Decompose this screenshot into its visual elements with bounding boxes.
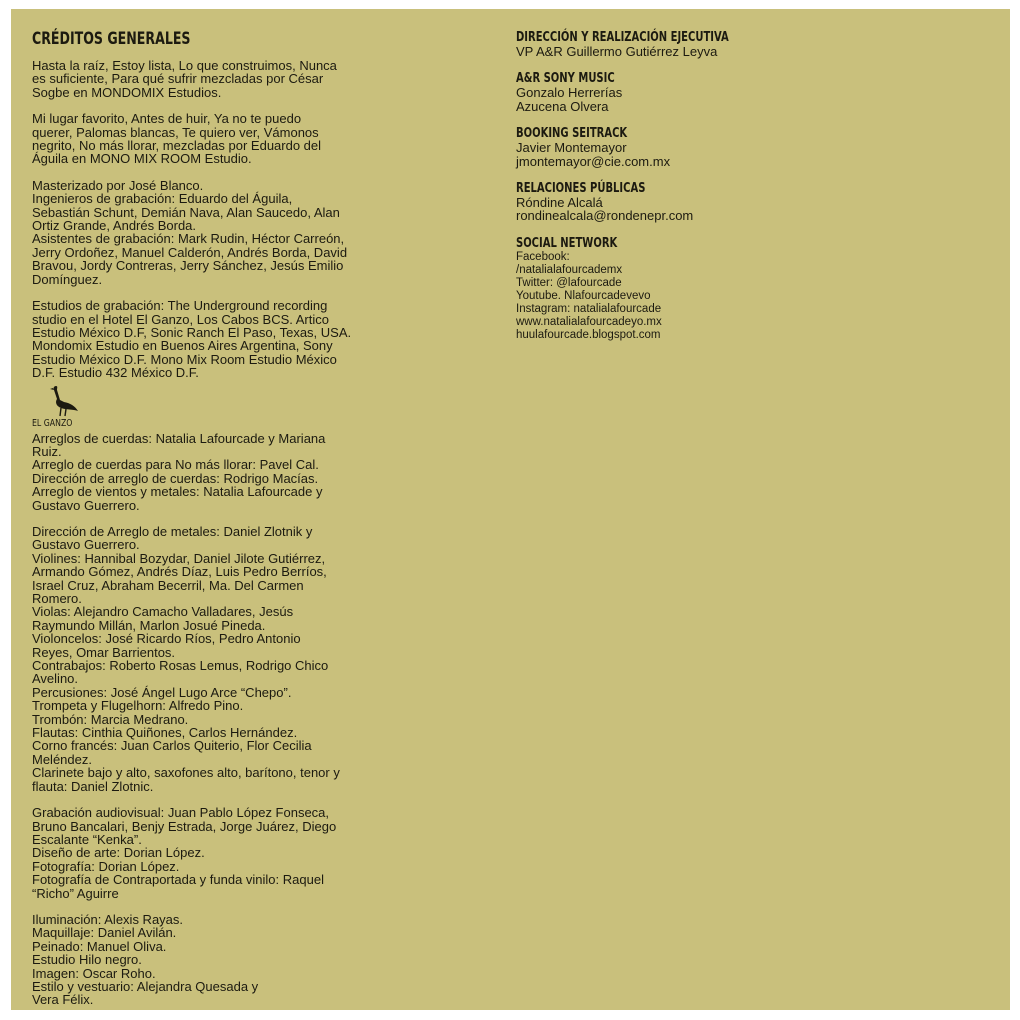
section-title-creditos: CRÉDITOS GENERALES — [32, 29, 191, 49]
booking-email: jmontemayor@cie.com.mx — [516, 153, 671, 169]
sony-line: Gonzalo Herrerías — [516, 85, 623, 101]
goose-icon — [48, 384, 82, 418]
styling-credits: Iluminación: Alexis Rayas. Maquillaje: Daniel Avilán. Peinado: Manuel Oliva. Estudio Hilo negro. Imagen: Oscar Roho. Estilo y vestuario: Alejandra Quesada y Vera Félix. — [32, 911, 259, 1008]
audiovisual-credits: Grabación audiovisual: Juan Pablo López Fonseca, Bruno Bancalari, Benjy Estrada, Jorge Juárez, Diego Escalante “Kenka”. Diseño de arte: Dorian López. Fotografía: Dorian López. Fotografía de Contraportada y funda vinilo: Raquel “Richo” Aguirre — [32, 805, 337, 901]
social-line: /natalialafourcademx — [516, 263, 623, 276]
social-block — [516, 235, 816, 342]
arrangement-credits: Arreglos de cuerdas: Natalia Lafourcade y Mariana Ruiz. Arreglo de cuerdas para No más llorar: Pavel Cal. Dirección de arreglo de cuerdas: Rodrigo Macías. Arreglo de vientos y metales: Natalia Lafourcade y Gustavo Guerrero. — [32, 430, 326, 513]
rp-line: Róndine Alcalá — [516, 195, 603, 211]
el-ganzo-logo-text: EL GANZO — [32, 417, 73, 429]
rp-block — [516, 180, 816, 223]
credits-left-column — [32, 29, 497, 1020]
booking-block — [516, 125, 816, 168]
social-line: www.natalialafourcadeyo.mx — [516, 315, 662, 328]
direccion-block — [516, 29, 816, 58]
direccion-line: VP A&R Guillermo Gutiérrez Leyva — [516, 44, 718, 59]
section-title-sony: A&R SONY MUSIC — [516, 70, 615, 87]
studios-credits: Estudios de grabación: The Underground recording studio en el Hotel El Ganzo, Los Cabos BCS. Artico Estudio México D.F, Sonic Ranch El Paso, Texas, USA. Mondomix Estudio en Buenos Aires Argentina, Sony Estudio México D.F. Mono Mix Room Estudio México D.F. Estudio 432 México D.F. — [32, 298, 352, 381]
musicians-credits: Dirección de Arreglo de metales: Daniel Zlotnik y Gustavo Guerrero. Violines: Hannibal Bozydar, Daniel Jilote Gutiérrez, Armando Gómez, Andrés Díaz, Luis Pedro Berríos, Israel Cruz, Abraham Becerril, Ma. Del Carmen Romero. Violas: Alejandro Camacho Valladares, Jesús Raymundo Millán, Marlon Josué Pineda. Violoncelos: José Ricardo Ríos, Pedro Antonio Reyes, Omar Barrientos. Contrabajos: Roberto Rosas Lemus, Rodrigo Chico Avelino. Percusiones: José Ángel Lugo Arce “Chepo”. Trompeta y Flugelhorn: Alfredo Pino. Trombón: Marcia Medrano. Flautas: Cinthia Quiñones, Carlos Hernández. Corno francés: Juan Carlos Quiterio, Flor Cecilia Meléndez. Clarinete bajo y alto, saxofones alto, barítono, tenor y flauta: Daniel Zlotnic. — [32, 523, 340, 794]
social-line: Youtube. Nlafourcadevevo — [516, 289, 651, 302]
social-line: Instagram: natalialafourcade — [516, 302, 662, 315]
section-title-direccion: DIRECCIÓN Y REALIZACIÓN EJECUTIVA — [516, 29, 729, 45]
el-ganzo-logo — [32, 384, 497, 430]
section-title-social: SOCIAL NETWORK — [516, 234, 618, 251]
sony-block — [516, 70, 816, 113]
credits-sheet — [11, 9, 1010, 1010]
mix-credits-1: Hasta la raíz, Estoy lista, Lo que construimos, Nunca es suficiente, Para qué sufrir mezcladas por César Sogbe en MONDOMIX Estudios. — [32, 58, 337, 100]
credits-right-column — [516, 29, 816, 354]
booking-line: Javier Montemayor — [516, 140, 627, 156]
section-title-relaciones: RELACIONES PÚBLICAS — [516, 180, 646, 197]
social-line: huulafourcade.blogspot.com — [516, 328, 661, 341]
mix-credits-2: Mi lugar favorito, Antes de huir, Ya no te puedo querer, Palomas blancas, Te quiero ver, Vámonos negrito, No más llorar, mezcladas por Eduardo del Águila en MONO MIX ROOM Estudio. — [32, 111, 322, 167]
recording-credits: Masterizado por José Blanco. Ingenieros de grabación: Eduardo del Águila, Sebastián Schunt, Demián Nava, Alan Saucedo, Alan Ortiz Grande, Andrés Borda. Asistentes de grabación: Mark Rudin, Héctor Carreón, Jerry Ordoñez, Manuel Calderón, Andrés Borda, David Bravou, Jordy Contreras, Jerry Sánchez, Jesús Emilio Domínguez. — [32, 177, 348, 287]
social-line: Facebook: — [516, 250, 570, 263]
rp-email: rondinealcala@rondenepr.com — [516, 208, 694, 224]
sony-line: Azucena Olvera — [516, 98, 609, 114]
section-title-booking: BOOKING SEITRACK — [516, 125, 628, 142]
social-line: Twitter: @lafourcade — [516, 276, 622, 289]
